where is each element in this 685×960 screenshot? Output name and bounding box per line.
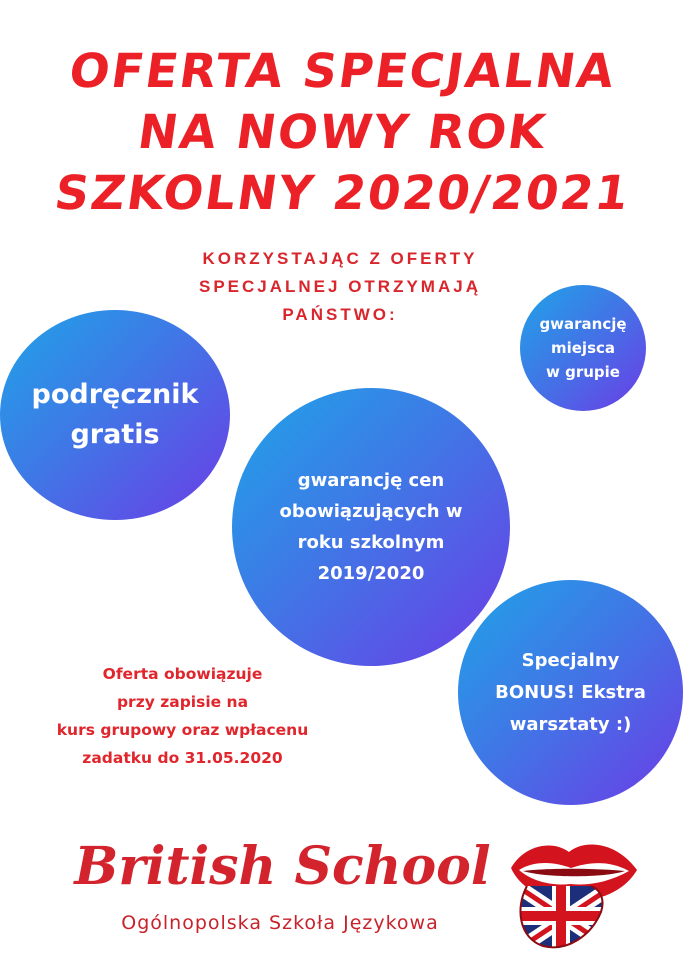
benefit-circle-price-guarantee <box>232 388 510 666</box>
benefit-text: gwarancję cen obowiązujących w roku szkolnym 2019/2020 <box>279 470 463 584</box>
intro-line-1: KORZYSTAJĄC Z OFERTY <box>202 249 478 268</box>
lips-union-jack-icon <box>505 838 640 950</box>
benefit-circle-bonus <box>458 580 683 805</box>
brand-tagline: Ogólnopolska Szkoła Językowa <box>121 912 439 934</box>
headline-line-2: NA NOWY ROK <box>134 105 551 160</box>
offer-note: Oferta obowiązuje przy zapisie na kurs grupowy oraz wpłacenu zadatku do 31.05.2020 <box>56 665 309 767</box>
intro-line-2: SPECJALNEJ OTRZYMAJĄ <box>199 277 481 296</box>
headline-line-1: OFERTA SPECJALNA <box>65 44 620 99</box>
brand-name: British School <box>74 836 491 897</box>
intro-line-3: PAŃSTWO: <box>282 305 398 324</box>
benefit-text: Specjalny BONUS! Ekstra warsztaty :) <box>495 649 646 735</box>
benefit-text: podręcznik gratis <box>31 379 199 450</box>
headline-line-3: SZKOLNY 2020/2021 <box>51 166 634 221</box>
benefit-circle-place-guarantee <box>520 285 646 411</box>
benefit-text: gwarancję miejsca w grupie <box>539 315 627 381</box>
benefit-circle-textbook <box>0 310 230 520</box>
